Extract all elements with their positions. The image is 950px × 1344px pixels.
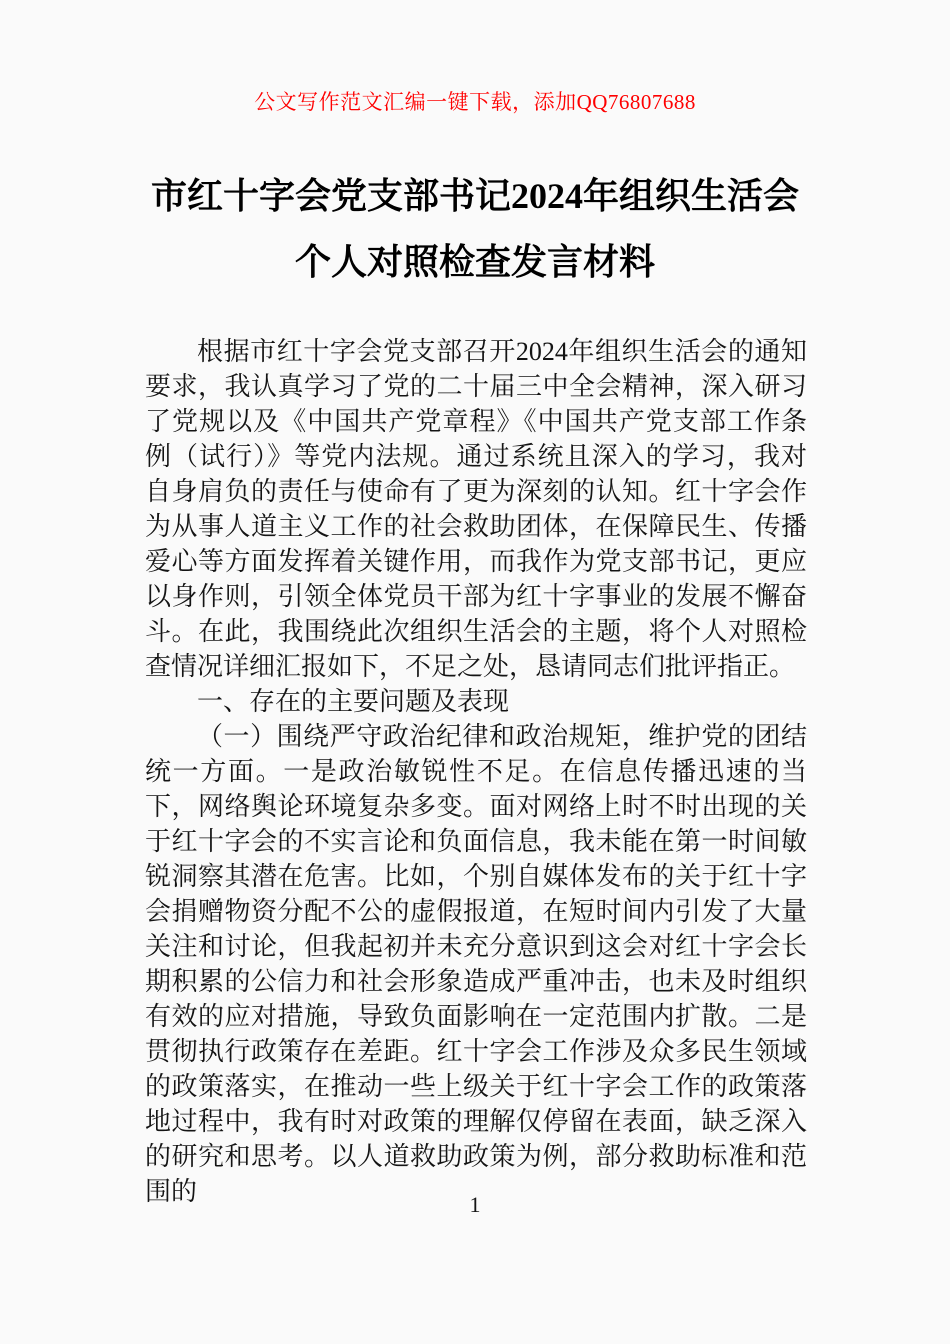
document-title	[0, 163, 950, 295]
document-title-line2: 个人对照检查发言材料	[294, 242, 655, 282]
document-title-line1: 市红十字会党支部书记2024年组织生活会	[150, 176, 799, 216]
paragraph-intro: 根据市红十字会党支部召开2024年组织生活会的通知要求，我认真学习了党的二十届三中全会精神，深入研习了党规以及《中国共产党章程》《中国共产党支部工作条例（试行）》等党内法规。通过系统且深入的学习，我对自身肩负的责任与使命有了更为深刻的认知。红十字会作为从事人道主义工作的社会救助团体，在保障民生、传播爱心等方面发挥着关键作用，而我作为党支部书记，更应以身作则，引领全体党员干部为红十字事业的发展不懈奋斗。在此，我围绕此次组织生活会的主题，将个人对照检查情况详细汇报如下，不足之处，恳请同志们批评指正。	[145, 337, 807, 681]
page-number: 1	[469, 1192, 481, 1217]
header-notice: 公文写作范文汇编一键下载，添加QQ76807688	[254, 90, 696, 114]
document-body	[145, 334, 807, 1209]
paragraph-section-heading: 一、存在的主要问题及表现	[197, 687, 510, 716]
paragraph-issues: （一）围绕严守政治纪律和政治规矩，维护党的团结统一方面。一是政治敏锐性不足。在信息传播迅速的当下，网络舆论环境复杂多变。面对网络上时不时出现的关于红十字会的不实言论和负面信息，我未能在第一时间敏锐洞察其潜在危害。比如，个别自媒体发布的关于红十字会捐赠物资分配不公的虚假报道，在短时间内引发了大量关注和讨论，但我起初并未充分意识到这会对红十字会长期积累的公信力和社会形象造成严重冲击，也未及时组织有效的应对措施，导致负面影响在一定范围内扩散。二是贯彻执行政策存在差距。红十字会工作涉及众多民生领域的政策落实，在推动一些上级关于红十字会工作的政策落地过程中，我有时对政策的理解仅停留在表面，缺乏深入的研究和思考。以人道救助政策为例，部分救助标准和范围的	[145, 722, 807, 1206]
